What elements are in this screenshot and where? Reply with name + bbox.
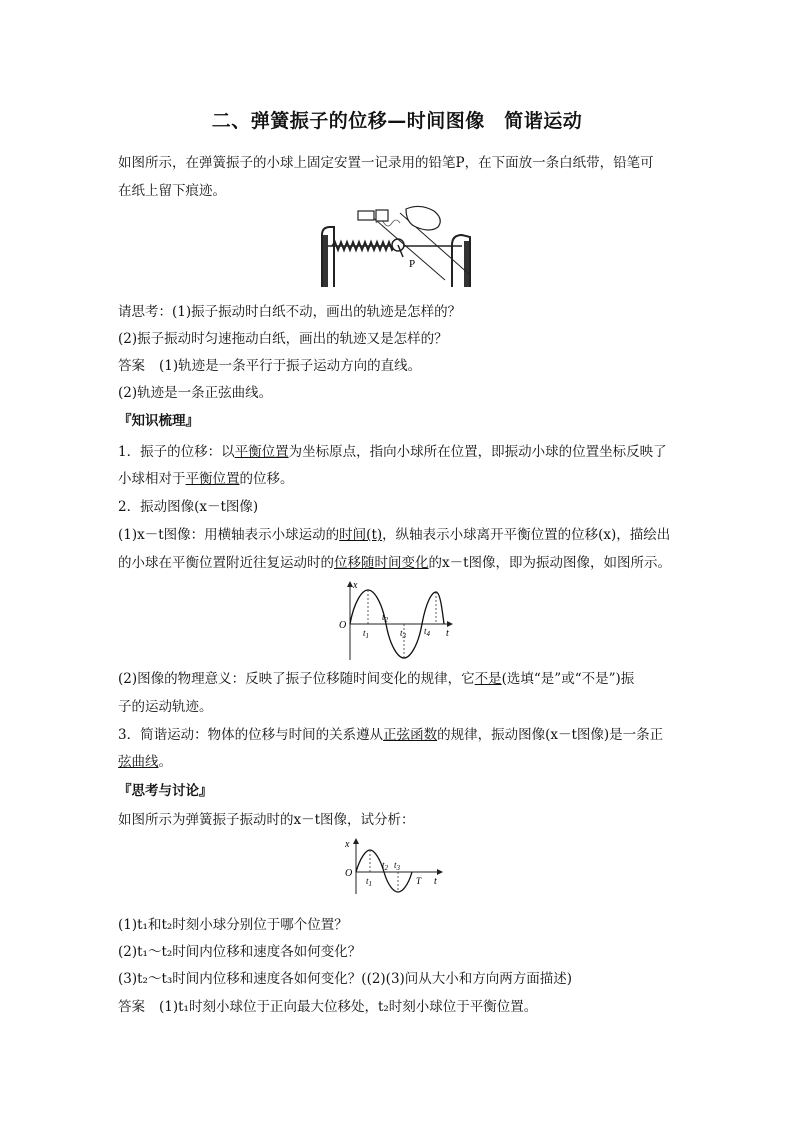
answer-text-1: (1)t₁时刻小球位于正向最大位移处，t₂时刻小球位于平衡位置。 [159,999,538,1015]
text-span: 。 [158,754,172,770]
y-axis-label: x [353,580,358,591]
answer-text-1: (1)轨迹是一条平行于振子运动方向的直线。 [159,358,422,374]
text-span: 为坐标原点，指向小球所在位置，即振动小球的位置坐标反映了 [288,444,667,460]
period-label: T [416,876,422,886]
think-question-1: 请思考：(1)振子振动时白纸不动，画出的轨迹是怎样的？ [118,304,462,320]
blank-answer: 不是 [474,671,502,687]
blank-answer: 时间(t) [339,527,383,543]
origin-label: O [345,868,353,879]
t-subscript: 1 [368,880,373,888]
tick-label-t2 [382,612,389,624]
answer-label: 答案 [118,358,145,374]
text-span: (1)x－t图像：用横轴表示小球运动的 [118,527,340,543]
text-span: 1．振子的位移：以 [118,444,235,460]
intro-line-1: 如图所示，在弹簧振子的小球上固定安置一记录用的铅笔P，在下面放一条白纸带，铅笔可 [118,155,654,171]
x-axis-label: t [446,628,449,639]
section-header-discussion: 『思考与讨论』 [118,783,213,799]
blank-answer: 平衡位置 [234,444,289,460]
section-header-knowledge: 『知识梳理』 [118,413,199,429]
page-title: 二、弹簧振子的位移—时间图像 简谐运动 [211,110,583,132]
t-symbol: t [366,876,369,886]
text-span: ，纵轴表示小球离开平衡位置的位移(x)，描绘出 [382,527,671,543]
t-subscript: 2 [384,864,389,872]
y-axis-label: x [345,839,350,850]
knowledge-p1-line-1 [118,442,688,462]
knowledge-p5-line-1 [118,725,688,745]
blank-answer: 平衡位置 [185,471,240,487]
knowledge-p2: 2．振动图像(x－t图像) [118,499,259,515]
text-span: 的位移。 [239,471,294,487]
vibration-graph-1 [336,578,456,662]
right-support-fill [464,241,469,287]
knowledge-p4-line-1 [118,669,688,689]
discussion-question-1: (1)t₁和t₂时刻小球分别位于哪个位置？ [118,917,348,933]
text-span: 小球相对于 [118,471,186,487]
think-answer-1 [118,356,688,376]
blank-answer: 弦曲线 [118,754,159,770]
blank-answer: 位移随时间变化 [334,555,429,571]
t-symbol: t [382,860,385,870]
discussion-question-3: (3)t₂～t₃时间内位移和速度各如何变化？((2)(3)问从大小和方向两方面描述) [118,971,573,987]
tick-label-t3 [394,860,401,872]
pencil-label-p: P [409,258,416,270]
t-subscript: 4 [426,630,431,638]
left-support-fill [323,235,328,287]
think-question-2: (2)振子振动时匀速拖动白纸，画出的轨迹又是怎样的？ [118,331,448,347]
knowledge-p4-line-2: 子的运动轨迹。 [118,699,213,715]
tick-label-t3 [400,628,407,640]
text-span: 3．简谐运动：物体的位移与时间的关系遵从 [118,727,384,743]
knowledge-p1-line-2 [118,469,688,489]
discussion-intro: 如图所示为弹簧振子振动时的x－t图像，试分析： [118,812,415,828]
t-symbol: t [424,626,427,636]
t-subscript: 1 [365,632,370,640]
discussion-question-2: (2)t₁～t₂时间内位移和速度各如何变化？ [118,944,362,960]
t-symbol: t [400,628,403,638]
tick-label-t1 [366,876,372,888]
spring-oscillator-figure [310,205,490,295]
hand [406,206,440,230]
think-answer-2: (2)轨迹是一条正弦曲线。 [118,385,273,401]
x-axis-label: t [434,876,437,887]
vibration-graph-2 [342,836,446,896]
tick-label-t4 [424,626,431,638]
origin-label: O [339,620,347,631]
t-subscript: 3 [402,632,407,640]
tick-label-t1 [363,628,369,640]
pencil-holder [358,211,374,220]
t-subscript: 3 [396,864,401,872]
text-span: 的小球在平衡位置附近往复运动时的 [118,555,334,571]
t-symbol: t [363,628,366,638]
text-span: (2)图像的物理意义：反映了振子位移随时间变化的规律，它 [118,671,475,687]
knowledge-p3-line-1 [118,525,688,545]
answer-label: 答案 [118,999,145,1015]
text-span: (选填“是”或“不是”)振 [501,671,635,687]
blank-answer: 正弦函数 [383,727,438,743]
knowledge-p3-line-2 [118,553,688,573]
knowledge-p5-line-2 [118,752,688,772]
pencil-holder-2 [376,210,388,221]
discussion-answer-1 [118,997,688,1017]
intro-line-2: 在纸上留下痕迹。 [118,183,226,199]
text-span: 的x－t图像，即为振动图像，如图所示。 [428,555,672,571]
t-subscript: 2 [384,616,389,624]
text-span: 的规律，振动图像(x－t图像)是一条正 [437,727,664,743]
t-symbol: t [394,860,397,870]
t-symbol: t [382,612,385,622]
